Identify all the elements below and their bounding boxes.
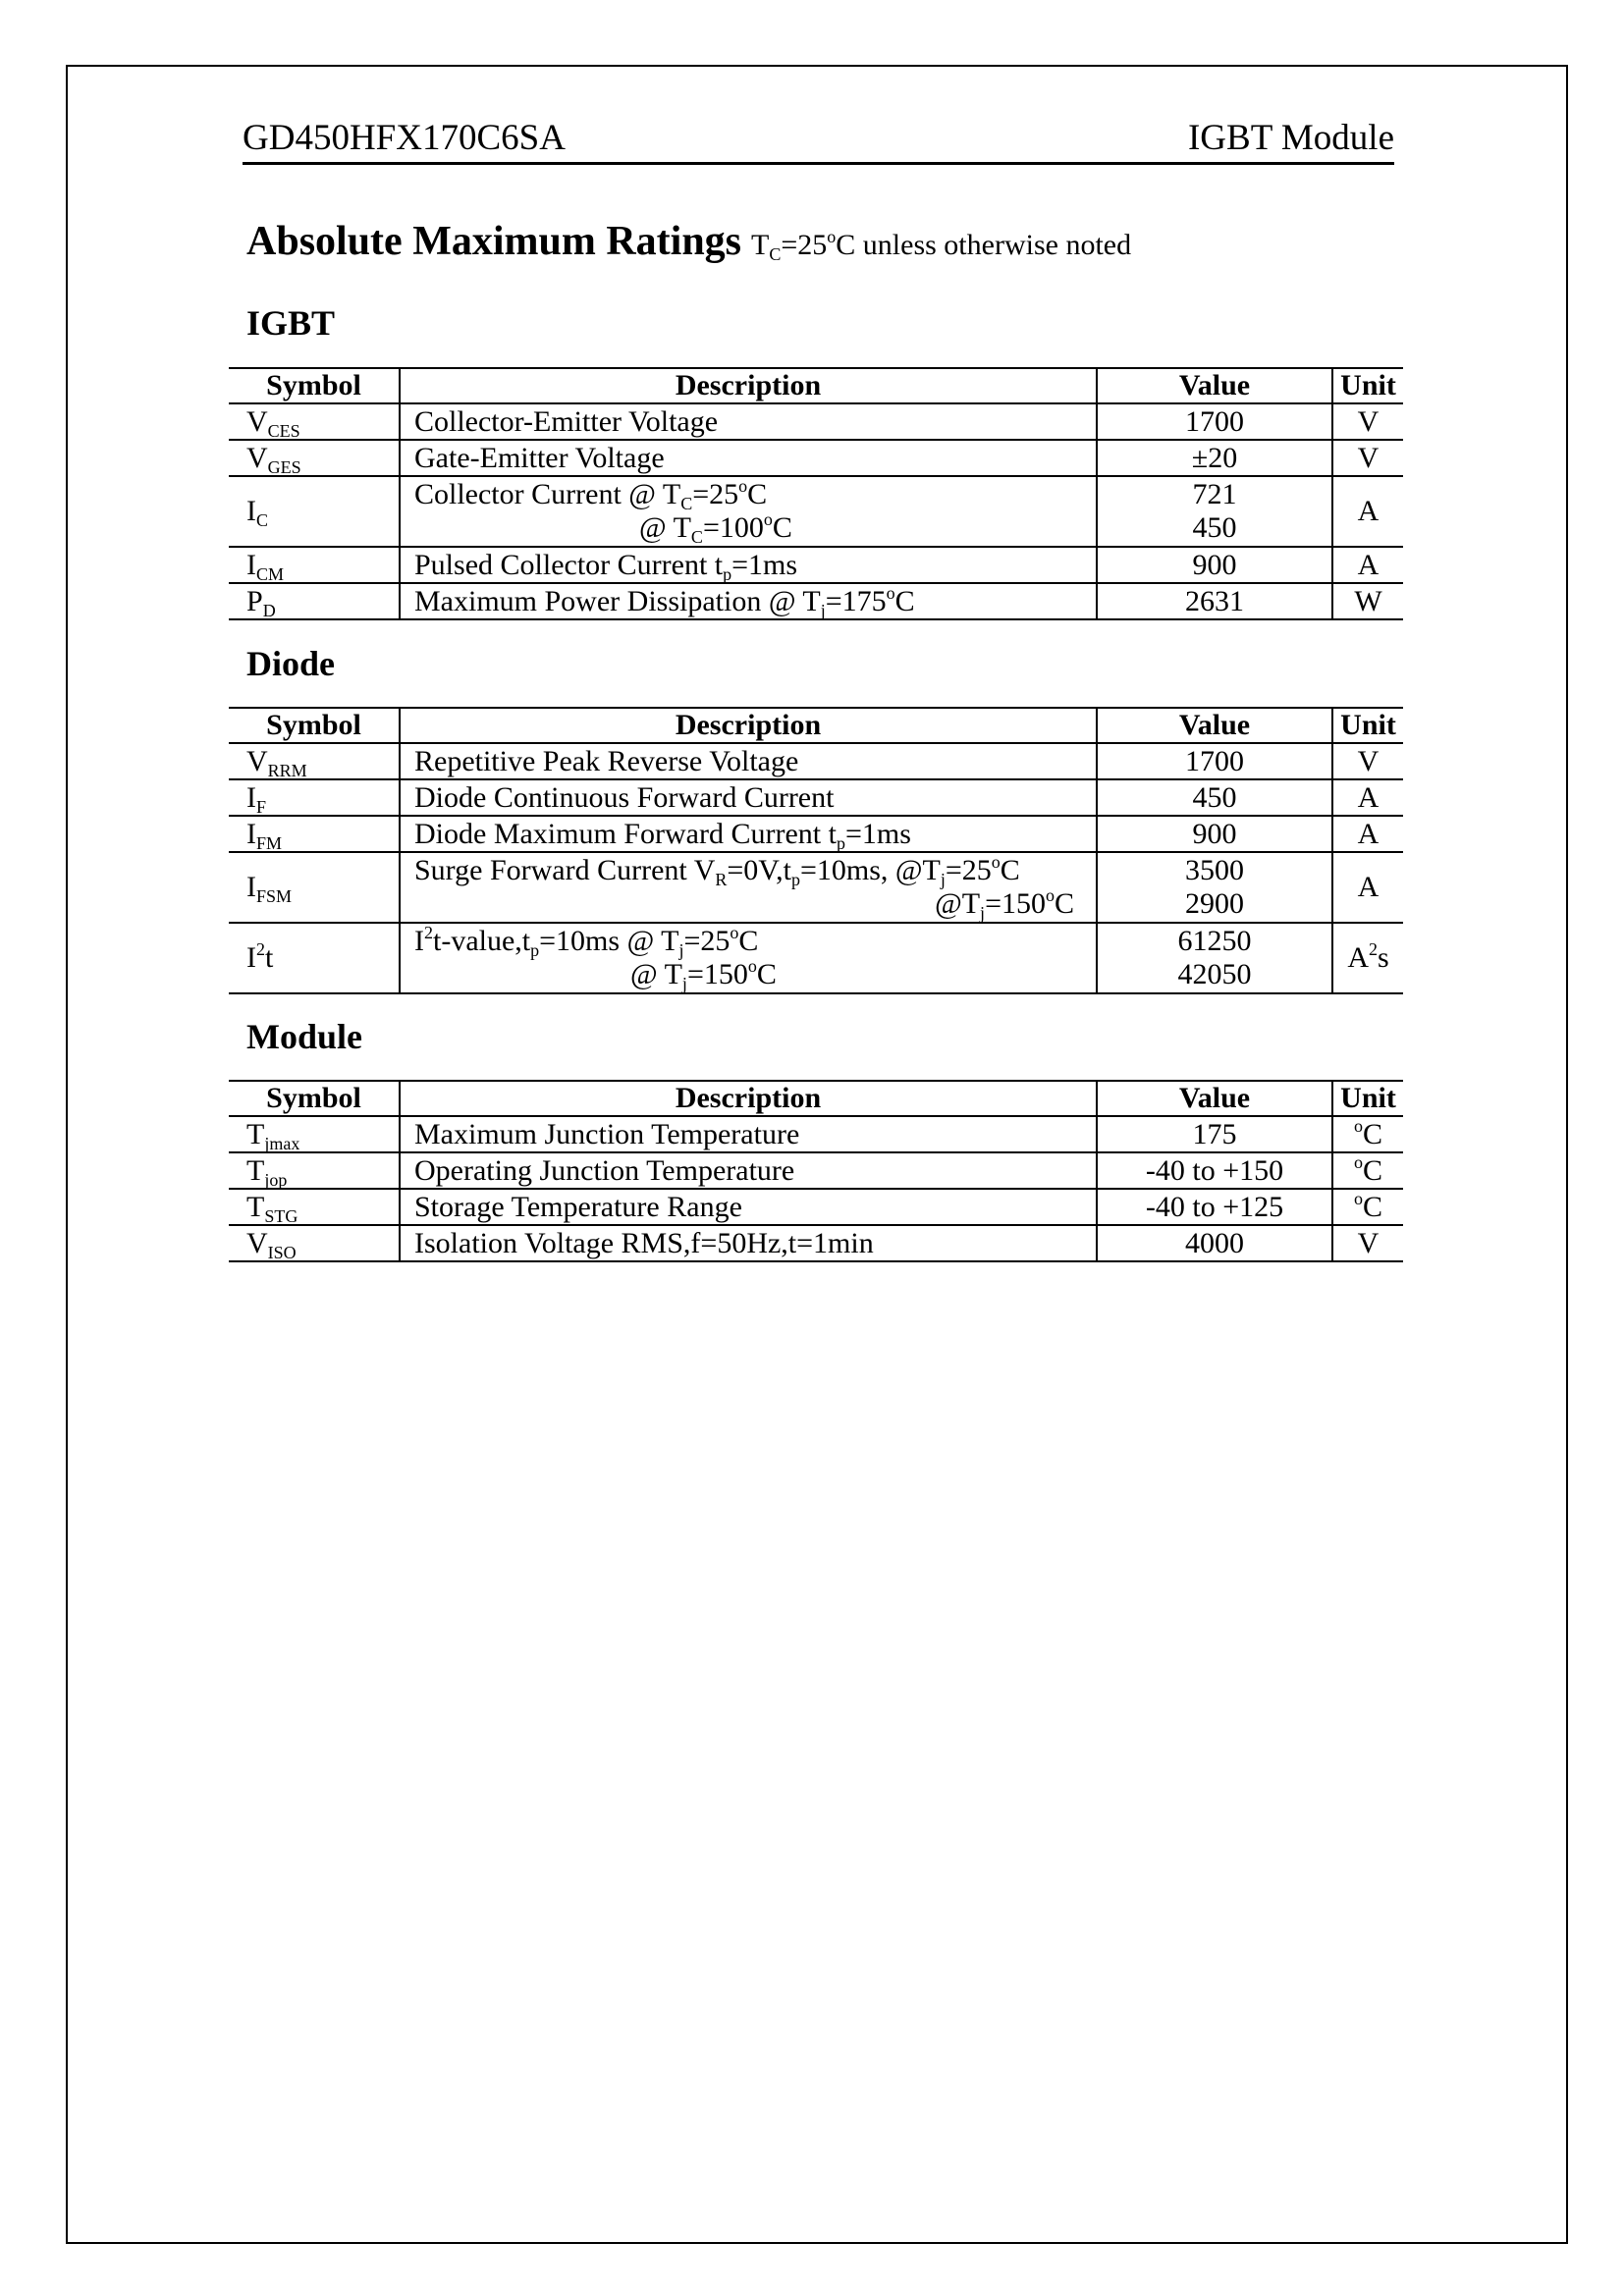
module-table <box>229 1080 1403 1262</box>
description-cell: Repetitive Peak Reverse Voltage <box>400 743 1097 779</box>
description-cell: Gate-Emitter Voltage <box>400 440 1097 476</box>
col-value: Value <box>1097 708 1332 743</box>
unit-cell: V <box>1332 1225 1403 1261</box>
description-cell: Isolation Voltage RMS,f=50Hz,t=1min <box>400 1225 1097 1261</box>
unit-cell: A <box>1332 816 1403 852</box>
value-cell: 721 450 <box>1097 476 1332 547</box>
description-cell: Collector-Emitter Voltage <box>400 403 1097 440</box>
unit-cell: V <box>1332 440 1403 476</box>
symbol-cell: $T_{jop}$ <box>229 1152 400 1189</box>
table-row <box>229 403 1403 440</box>
symbol-cell: $T_{jmax}$ <box>229 1116 400 1152</box>
description-cell: Storage Temperature Range <box>400 1189 1097 1225</box>
table-row <box>229 779 1403 816</box>
table-row <box>229 1116 1403 1152</box>
value-cell: 450 <box>1097 779 1332 816</box>
col-unit: Unit <box>1332 368 1403 403</box>
title-condition: $T_C=25^oC$ unless otherwise noted <box>751 227 1132 264</box>
table-header-row <box>229 368 1403 403</box>
col-description: Description <box>400 368 1097 403</box>
col-description: Description <box>400 1081 1097 1116</box>
description-cell: Maximum Power Dissipation @ $T_j=175^oC$ <box>400 583 1097 619</box>
title-main: Absolute Maximum Ratings <box>246 219 742 264</box>
page-header <box>243 114 1394 165</box>
table-header-row <box>229 708 1403 743</box>
symbol-cell: $I_{FSM}$ <box>229 852 400 923</box>
description-cell: Maximum Junction Temperature <box>400 1116 1097 1152</box>
symbol-cell: $V_{GES}$ <box>229 440 400 476</box>
document-type: IGBT Module <box>1187 118 1394 158</box>
description-cell: $I^2t-value,t_p=10ms$ @ $T_j=25^oC$ @ $T_j=150^oC$ <box>400 923 1097 993</box>
table-row <box>229 1152 1403 1189</box>
value-cell: 3500 2900 <box>1097 852 1332 923</box>
section-title-diode: Diode <box>246 644 335 683</box>
value-cell: 900 <box>1097 547 1332 583</box>
unit-cell: $^o$C <box>1332 1116 1403 1152</box>
section-title-igbt: IGBT <box>246 303 336 343</box>
col-value: Value <box>1097 1081 1332 1116</box>
symbol-cell: $I_{CM}$ <box>229 547 400 583</box>
description-cell: Pulsed Collector Current $t_p=1ms$ <box>400 547 1097 583</box>
table-row <box>229 547 1403 583</box>
unit-cell: V <box>1332 403 1403 440</box>
unit-cell: A <box>1332 476 1403 547</box>
col-unit: Unit <box>1332 708 1403 743</box>
unit-cell: $^o$C <box>1332 1189 1403 1225</box>
table-row <box>229 852 1403 923</box>
col-symbol: Symbol <box>229 1081 400 1116</box>
section-title-module: Module <box>246 1017 363 1056</box>
value-cell: -40 to +150 <box>1097 1152 1332 1189</box>
value-cell: 175 <box>1097 1116 1332 1152</box>
description-cell: Diode Continuous Forward Current <box>400 779 1097 816</box>
symbol-cell: $V_{ISO}$ <box>229 1225 400 1261</box>
page-title <box>246 218 1131 265</box>
table-row <box>229 1225 1403 1261</box>
symbol-cell: $V_{RRM}$ <box>229 743 400 779</box>
value-cell: ±20 <box>1097 440 1332 476</box>
col-unit: Unit <box>1332 1081 1403 1116</box>
col-symbol: Symbol <box>229 368 400 403</box>
description-cell: Collector Current @ $T_C=25^oC$ @ $T_C=100^oC$ <box>400 476 1097 547</box>
symbol-cell: $T_{STG}$ <box>229 1189 400 1225</box>
col-description: Description <box>400 708 1097 743</box>
description-cell: Surge Forward Current $V_R=0V,t_p=10ms$, $@T_j=25^oC$ $@T_j=150^oC$ <box>400 852 1097 923</box>
table-row <box>229 476 1403 547</box>
description-cell: Operating Junction Temperature <box>400 1152 1097 1189</box>
symbol-cell: $I^2t$ <box>229 923 400 993</box>
col-symbol: Symbol <box>229 708 400 743</box>
table-row <box>229 743 1403 779</box>
symbol-cell: $I_C$ <box>229 476 400 547</box>
table-header-row <box>229 1081 1403 1116</box>
unit-cell: V <box>1332 743 1403 779</box>
value-cell: 1700 <box>1097 743 1332 779</box>
unit-cell: A <box>1332 852 1403 923</box>
table-row <box>229 1189 1403 1225</box>
part-number: GD450HFX170C6SA <box>243 118 566 158</box>
unit-cell: W <box>1332 583 1403 619</box>
igbt-table <box>229 367 1403 620</box>
value-cell: 4000 <box>1097 1225 1332 1261</box>
value-cell: 2631 <box>1097 583 1332 619</box>
diode-table <box>229 707 1403 994</box>
col-value: Value <box>1097 368 1332 403</box>
unit-cell: A <box>1332 779 1403 816</box>
value-cell: 900 <box>1097 816 1332 852</box>
value-cell: -40 to +125 <box>1097 1189 1332 1225</box>
symbol-cell: $I_{FM}$ <box>229 816 400 852</box>
table-row <box>229 440 1403 476</box>
table-row <box>229 583 1403 619</box>
table-row <box>229 816 1403 852</box>
symbol-cell: $V_{CES}$ <box>229 403 400 440</box>
symbol-cell: $I_F$ <box>229 779 400 816</box>
unit-cell: A <box>1332 547 1403 583</box>
unit-cell: $A^2s$ <box>1332 923 1403 993</box>
unit-cell: $^o$C <box>1332 1152 1403 1189</box>
table-row <box>229 923 1403 993</box>
symbol-cell: $P_D$ <box>229 583 400 619</box>
value-cell: 61250 42050 <box>1097 923 1332 993</box>
description-cell: Diode Maximum Forward Current $t_p=1ms$ <box>400 816 1097 852</box>
value-cell: 1700 <box>1097 403 1332 440</box>
